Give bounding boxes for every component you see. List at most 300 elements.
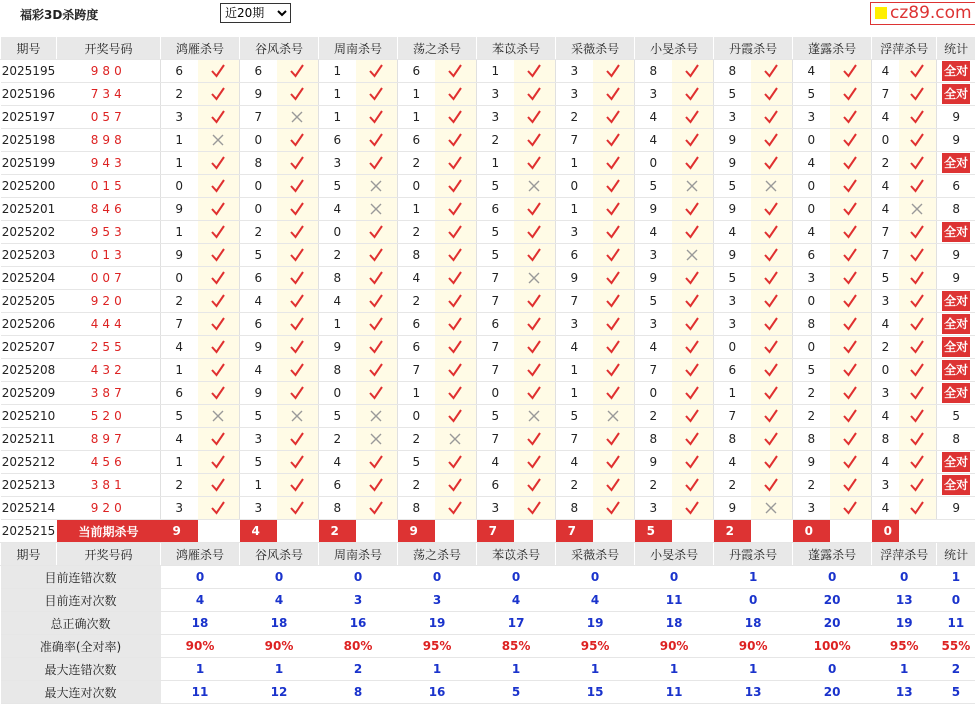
period-cell: 2025196	[1, 83, 57, 106]
column-header[interactable]: 浮萍杀号	[872, 37, 937, 60]
result-cell	[356, 175, 398, 198]
result-cell	[593, 474, 635, 497]
check-icon	[841, 271, 859, 285]
result-cell	[899, 60, 937, 83]
draw-number-cell: 734	[57, 83, 161, 106]
summary-value: 4	[161, 589, 240, 612]
check-icon	[762, 317, 780, 331]
result-cell	[435, 83, 477, 106]
table-row	[1, 428, 975, 451]
kill-number-cell: 5	[714, 267, 751, 290]
check-icon	[525, 294, 543, 308]
kill-number-cell: 6	[240, 60, 277, 83]
column-header[interactable]: 鸿雁杀号	[161, 37, 240, 60]
kill-number-cell: 1	[398, 106, 435, 129]
kill-number-cell: 1	[556, 359, 593, 382]
stat-cell	[937, 83, 975, 106]
draw-number-cell: 520	[57, 405, 161, 428]
check-icon	[525, 64, 543, 78]
table-row	[1, 474, 975, 497]
result-cell	[198, 244, 240, 267]
column-header[interactable]: 谷风杀号	[240, 37, 319, 60]
cross-icon	[525, 271, 543, 285]
kill-number-cell: 9	[714, 129, 751, 152]
result-cell	[277, 83, 319, 106]
kill-number-cell: 1	[477, 60, 514, 83]
check-icon	[908, 409, 926, 423]
kill-number-cell: 8	[793, 313, 830, 336]
stat-cell	[937, 198, 975, 221]
check-icon	[908, 340, 926, 354]
stat-cell	[937, 428, 975, 451]
result-cell	[277, 290, 319, 313]
kill-number-cell: 0	[714, 336, 751, 359]
stat-cell	[937, 129, 975, 152]
column-header[interactable]: 丹霞杀号	[714, 37, 793, 60]
kill-number-cell: 2	[319, 428, 356, 451]
check-icon	[209, 386, 227, 400]
column-header[interactable]: 开奖号码	[57, 543, 161, 566]
check-icon	[209, 202, 227, 216]
stat-value: 全对	[942, 222, 970, 242]
kill-number-cell: 3	[793, 106, 830, 129]
draw-number-cell: 007	[57, 267, 161, 290]
kill-number-cell: 3	[556, 313, 593, 336]
kill-number-cell: 4	[319, 451, 356, 474]
stat-value: 全对	[942, 360, 970, 380]
check-icon	[908, 455, 926, 469]
kill-number-cell: 0	[161, 267, 198, 290]
table-row	[1, 497, 975, 520]
summary-value: 85%	[477, 635, 556, 658]
check-icon	[762, 133, 780, 147]
kill-number-cell: 8	[398, 497, 435, 520]
stat-cell	[937, 106, 975, 129]
column-header[interactable]: 丹霞杀号	[714, 543, 793, 566]
kill-number-cell: 3	[793, 267, 830, 290]
column-header[interactable]: 采薇杀号	[556, 37, 635, 60]
summary-label: 准确率(全对率)	[1, 635, 161, 658]
check-icon	[683, 271, 701, 285]
table-row	[1, 60, 975, 83]
kill-number-cell: 7	[714, 405, 751, 428]
current-kill-number: 5	[635, 520, 672, 543]
check-icon	[525, 133, 543, 147]
check-icon	[288, 478, 306, 492]
summary-value: 2	[319, 658, 398, 681]
result-cell	[830, 129, 872, 152]
kill-number-cell: 6	[161, 60, 198, 83]
summary-value: 4	[556, 589, 635, 612]
check-icon	[288, 340, 306, 354]
summary-value: 20	[793, 612, 872, 635]
kill-number-cell: 7	[556, 428, 593, 451]
result-cell	[830, 60, 872, 83]
table-row	[1, 267, 975, 290]
period-range-select[interactable]	[220, 3, 291, 23]
column-header[interactable]: 期号	[1, 37, 57, 60]
result-cell	[435, 474, 477, 497]
kill-number-cell: 2	[161, 290, 198, 313]
check-icon	[841, 110, 859, 124]
kill-number-cell: 8	[319, 497, 356, 520]
kill-number-cell: 4	[714, 451, 751, 474]
check-icon	[908, 110, 926, 124]
column-header[interactable]: 采薇杀号	[556, 543, 635, 566]
kill-number-cell: 7	[161, 313, 198, 336]
check-icon	[762, 294, 780, 308]
column-header[interactable]: 小旻杀号	[635, 37, 714, 60]
column-header[interactable]: 小旻杀号	[635, 543, 714, 566]
check-icon	[209, 317, 227, 331]
result-cell	[830, 313, 872, 336]
column-header[interactable]: 苯苡杀号	[477, 37, 556, 60]
result-cell	[672, 336, 714, 359]
result-cell	[514, 221, 556, 244]
summary-value: 1	[872, 658, 937, 681]
table-row	[1, 405, 975, 428]
column-header[interactable]: 周南杀号	[319, 543, 398, 566]
kill-number-cell: 7	[556, 290, 593, 313]
current-kill-spacer	[514, 520, 556, 543]
kill-number-cell: 7	[477, 267, 514, 290]
kill-number-cell: 5	[714, 83, 751, 106]
kill-number-cell: 6	[398, 313, 435, 336]
summary-value: 55%	[937, 635, 975, 658]
current-kill-number: 9	[398, 520, 435, 543]
kill-number-cell: 6	[793, 244, 830, 267]
kill-number-cell: 0	[398, 175, 435, 198]
column-header[interactable]: 浮萍杀号	[872, 543, 937, 566]
result-cell	[593, 336, 635, 359]
check-icon	[762, 386, 780, 400]
stat-value: 全对	[942, 291, 970, 311]
kill-number-cell: 2	[793, 474, 830, 497]
result-cell	[198, 175, 240, 198]
period-cell: 2025211	[1, 428, 57, 451]
summary-label: 最大连对次数	[1, 681, 161, 704]
result-cell	[198, 221, 240, 244]
check-icon	[209, 64, 227, 78]
kill-number-cell: 9	[319, 336, 356, 359]
check-icon	[288, 202, 306, 216]
period-cell: 2025213	[1, 474, 57, 497]
column-header[interactable]: 蓬露杀号	[793, 543, 872, 566]
summary-value: 0	[937, 589, 975, 612]
check-icon	[604, 64, 622, 78]
check-icon	[367, 501, 385, 515]
check-icon	[446, 248, 464, 262]
summary-value: 0	[714, 589, 793, 612]
draw-number-cell: 057	[57, 106, 161, 129]
column-header[interactable]: 开奖号码	[57, 37, 161, 60]
check-icon	[841, 294, 859, 308]
column-header[interactable]: 期号	[1, 543, 57, 566]
kill-number-cell: 2	[477, 129, 514, 152]
kill-number-cell: 1	[556, 152, 593, 175]
check-icon	[367, 133, 385, 147]
kill-number-cell: 0	[793, 198, 830, 221]
column-header[interactable]: 荡之杀号	[398, 37, 477, 60]
summary-value: 90%	[161, 635, 240, 658]
site-logo[interactable]	[870, 2, 975, 25]
period-cell: 2025200	[1, 175, 57, 198]
kill-number-cell: 0	[398, 405, 435, 428]
stat-value: 全对	[942, 84, 970, 104]
result-cell	[277, 474, 319, 497]
result-cell	[899, 451, 937, 474]
current-kill-spacer	[672, 520, 714, 543]
check-icon	[841, 363, 859, 377]
result-cell	[751, 497, 793, 520]
result-cell	[672, 83, 714, 106]
check-icon	[288, 225, 306, 239]
result-cell	[830, 152, 872, 175]
stat-value: 全对	[942, 337, 970, 357]
result-cell	[435, 290, 477, 313]
column-header[interactable]: 苯苡杀号	[477, 543, 556, 566]
check-icon	[525, 202, 543, 216]
result-cell	[830, 474, 872, 497]
result-cell	[751, 106, 793, 129]
check-icon	[604, 294, 622, 308]
result-cell	[356, 290, 398, 313]
check-icon	[908, 317, 926, 331]
result-cell	[277, 175, 319, 198]
period-cell: 2025209	[1, 382, 57, 405]
result-cell	[198, 290, 240, 313]
result-cell	[830, 106, 872, 129]
current-kill-spacer	[435, 520, 477, 543]
check-icon	[604, 133, 622, 147]
check-icon	[446, 156, 464, 170]
column-header[interactable]: 鸿雁杀号	[161, 543, 240, 566]
summary-value: 1	[937, 566, 975, 589]
kill-number-cell: 0	[477, 382, 514, 405]
kill-number-cell: 8	[793, 428, 830, 451]
result-cell	[899, 405, 937, 428]
check-icon	[288, 455, 306, 469]
result-cell	[435, 267, 477, 290]
summary-value: 0	[793, 658, 872, 681]
cross-icon	[525, 179, 543, 193]
result-cell	[672, 106, 714, 129]
summary-value: 15	[556, 681, 635, 704]
check-icon	[683, 87, 701, 101]
stat-cell	[937, 152, 975, 175]
kill-number-cell: 5	[556, 405, 593, 428]
current-kill-spacer	[198, 520, 240, 543]
kill-number-cell: 3	[477, 83, 514, 106]
result-cell	[899, 198, 937, 221]
kill-number-cell: 9	[714, 198, 751, 221]
summary-row	[1, 681, 975, 704]
stat-value: 全对	[942, 383, 970, 403]
result-cell	[751, 267, 793, 290]
summary-value: 19	[872, 612, 937, 635]
check-icon	[525, 156, 543, 170]
result-cell	[514, 244, 556, 267]
column-header[interactable]: 统计	[937, 543, 975, 566]
period-cell: 2025208	[1, 359, 57, 382]
kill-number-cell: 4	[872, 175, 899, 198]
check-icon	[209, 432, 227, 446]
summary-value: 20	[793, 589, 872, 612]
result-cell	[751, 60, 793, 83]
check-icon	[841, 202, 859, 216]
check-icon	[288, 294, 306, 308]
period-cell: 2025212	[1, 451, 57, 474]
stat-value: 全对	[942, 452, 970, 472]
draw-number-cell: 897	[57, 428, 161, 451]
header-row	[1, 37, 975, 60]
result-cell	[277, 198, 319, 221]
kill-number-cell: 1	[161, 152, 198, 175]
kill-number-cell: 9	[635, 198, 672, 221]
kill-number-cell: 6	[714, 359, 751, 382]
check-icon	[762, 225, 780, 239]
check-icon	[841, 409, 859, 423]
current-kill-number: 9	[161, 520, 198, 543]
result-cell	[593, 313, 635, 336]
kill-number-cell: 2	[635, 474, 672, 497]
table-row	[1, 83, 975, 106]
check-icon	[367, 363, 385, 377]
kill-number-cell: 5	[161, 405, 198, 428]
column-header[interactable]: 谷风杀号	[240, 543, 319, 566]
result-cell	[514, 336, 556, 359]
period-cell: 2025203	[1, 244, 57, 267]
period-cell: 2025201	[1, 198, 57, 221]
cross-icon	[209, 133, 227, 147]
draw-number-cell: 953	[57, 221, 161, 244]
result-cell	[435, 428, 477, 451]
kill-number-cell: 2	[872, 152, 899, 175]
kill-number-cell: 1	[398, 198, 435, 221]
column-header[interactable]: 荡之杀号	[398, 543, 477, 566]
kill-number-cell: 0	[635, 152, 672, 175]
draw-number-cell: 943	[57, 152, 161, 175]
table-row	[1, 359, 975, 382]
result-cell	[830, 428, 872, 451]
kill-number-cell: 4	[398, 267, 435, 290]
result-cell	[277, 221, 319, 244]
result-cell	[672, 474, 714, 497]
kill-number-cell: 8	[714, 60, 751, 83]
kill-number-cell: 4	[477, 451, 514, 474]
column-header[interactable]: 周南杀号	[319, 37, 398, 60]
check-icon	[683, 386, 701, 400]
result-cell	[593, 198, 635, 221]
check-icon	[683, 202, 701, 216]
check-icon	[683, 409, 701, 423]
check-icon	[908, 478, 926, 492]
result-cell	[435, 152, 477, 175]
kill-number-cell: 1	[398, 83, 435, 106]
check-icon	[841, 455, 859, 469]
kill-number-cell: 4	[793, 152, 830, 175]
kill-number-cell: 8	[319, 267, 356, 290]
summary-value: 90%	[240, 635, 319, 658]
kill-number-cell: 6	[477, 474, 514, 497]
table-row	[1, 152, 975, 175]
period-cell: 2025207	[1, 336, 57, 359]
result-cell	[356, 428, 398, 451]
result-cell	[514, 428, 556, 451]
kill-number-cell: 4	[793, 221, 830, 244]
stat-cell	[937, 244, 975, 267]
result-cell	[899, 244, 937, 267]
result-cell	[593, 405, 635, 428]
result-cell	[198, 152, 240, 175]
current-kill-spacer	[899, 520, 937, 543]
draw-number-cell: 432	[57, 359, 161, 382]
kill-number-cell: 3	[240, 497, 277, 520]
check-icon	[525, 363, 543, 377]
column-header[interactable]: 蓬露杀号	[793, 37, 872, 60]
check-icon	[841, 340, 859, 354]
kill-number-cell: 7	[477, 428, 514, 451]
logo-text: cz89.com	[890, 3, 972, 23]
check-icon	[288, 179, 306, 193]
table-row	[1, 129, 975, 152]
check-icon	[288, 501, 306, 515]
check-icon	[841, 156, 859, 170]
result-cell	[830, 497, 872, 520]
check-icon	[367, 225, 385, 239]
cross-icon	[683, 248, 701, 262]
stat-cell	[937, 221, 975, 244]
result-cell	[830, 290, 872, 313]
column-header[interactable]: 统计	[937, 37, 975, 60]
check-icon	[908, 225, 926, 239]
cross-icon	[762, 501, 780, 515]
kill-number-cell: 4	[793, 60, 830, 83]
summary-value: 18	[714, 612, 793, 635]
kill-number-cell: 5	[635, 290, 672, 313]
result-cell	[435, 106, 477, 129]
stat-cell	[937, 290, 975, 313]
summary-value: 8	[319, 681, 398, 704]
result-cell	[751, 152, 793, 175]
stat-cell	[937, 497, 975, 520]
kill-number-cell: 4	[872, 198, 899, 221]
kill-number-cell: 3	[161, 497, 198, 520]
result-cell	[751, 405, 793, 428]
kill-number-cell: 8	[635, 60, 672, 83]
check-icon	[841, 179, 859, 193]
result-cell	[277, 106, 319, 129]
kill-number-cell: 9	[635, 267, 672, 290]
kill-number-cell: 2	[556, 474, 593, 497]
result-cell	[751, 382, 793, 405]
period-cell: 2025206	[1, 313, 57, 336]
current-kill-number: 2	[319, 520, 356, 543]
draw-number-cell: 846	[57, 198, 161, 221]
summary-row	[1, 566, 975, 589]
check-icon	[908, 294, 926, 308]
summary-label: 目前连对次数	[1, 589, 161, 612]
draw-number-cell: 444	[57, 313, 161, 336]
check-icon	[908, 179, 926, 193]
kill-number-cell: 5	[319, 175, 356, 198]
summary-value: 18	[161, 612, 240, 635]
result-cell	[830, 382, 872, 405]
kill-number-cell: 2	[793, 382, 830, 405]
draw-number-cell: 381	[57, 474, 161, 497]
result-cell	[672, 497, 714, 520]
current-period-cell: 2025215	[1, 520, 57, 543]
